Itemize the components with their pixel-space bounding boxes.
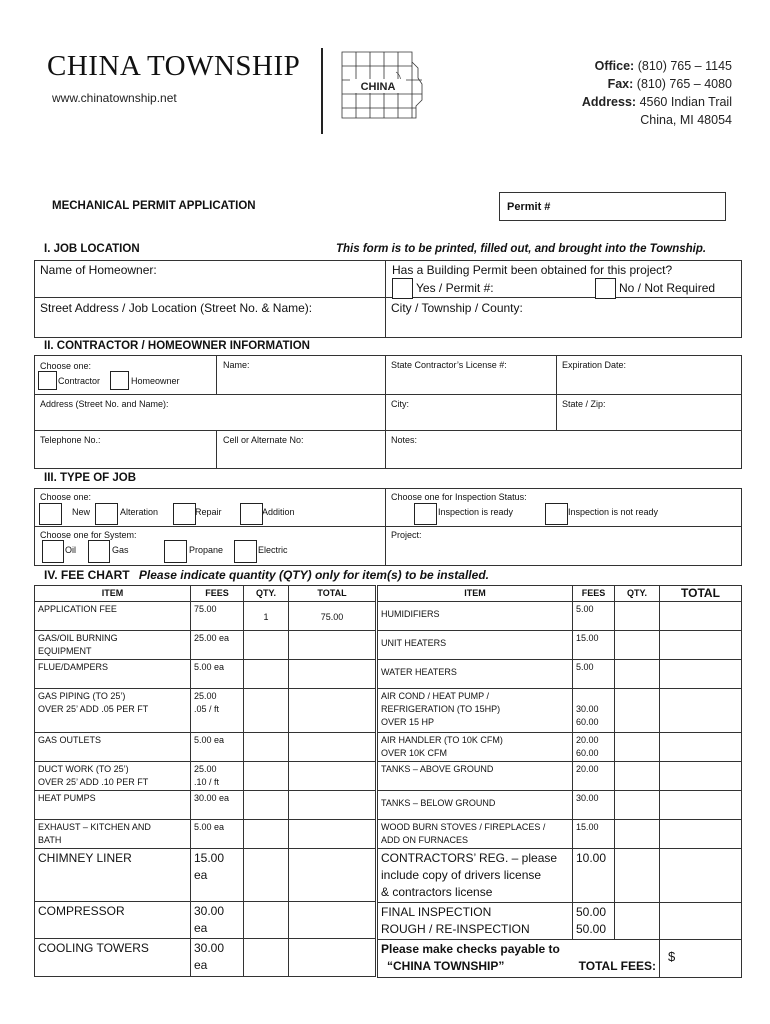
- total-cell[interactable]: [660, 903, 742, 940]
- project-label: Project:: [391, 530, 422, 540]
- right-col-fees: FEES: [573, 586, 615, 602]
- notes-label: Notes:: [391, 435, 418, 445]
- currency-symbol: $: [668, 949, 676, 964]
- fee-item: AIR COND / HEAT PUMP / REFRIGERATION (TO 15HP) OVER 15 HP: [378, 689, 573, 733]
- total-cell[interactable]: [289, 820, 376, 849]
- fee-item: HUMIDIFIERS: [378, 602, 573, 631]
- total-cell[interactable]: [289, 762, 376, 791]
- state-zip-label: State / Zip:: [562, 399, 606, 409]
- fee-item: UNIT HEATERS: [378, 631, 573, 660]
- homeowner-option-label: Homeowner: [131, 376, 180, 386]
- section-contractor: II. CONTRACTOR / HOMEOWNER INFORMATION: [44, 340, 310, 352]
- inspection-not-ready-label: Inspection is not ready: [568, 507, 659, 517]
- map-label: CHINA: [360, 81, 396, 93]
- total-cell[interactable]: [660, 631, 742, 660]
- electric-label: Electric: [258, 545, 288, 555]
- fee-item: CHIMNEY LINER: [35, 849, 191, 902]
- township-map-logo: [336, 48, 428, 122]
- permit-number-field[interactable]: [499, 192, 726, 221]
- fee-amount: 30.00: [573, 791, 615, 820]
- state-zip-field[interactable]: [557, 395, 741, 430]
- fee-amount: 50.00 50.00: [573, 903, 615, 940]
- inspection-ready-label: Inspection is ready: [438, 507, 514, 517]
- fee-item: WATER HEATERS: [378, 660, 573, 689]
- contractor-checkbox[interactable]: [38, 371, 57, 390]
- total-cell[interactable]: [660, 660, 742, 689]
- fee-item: GAS/OIL BURNING EQUIPMENT: [35, 631, 191, 660]
- qty-cell[interactable]: [244, 791, 289, 820]
- total-cell[interactable]: [289, 689, 376, 733]
- addition-checkbox[interactable]: [240, 503, 263, 525]
- total-cell[interactable]: [660, 689, 742, 733]
- total-cell[interactable]: 75.00: [289, 602, 376, 631]
- project-field[interactable]: [386, 527, 741, 565]
- section-job-location: I. JOB LOCATION: [44, 243, 140, 255]
- qty-cell[interactable]: [244, 631, 289, 660]
- electric-checkbox[interactable]: [234, 540, 257, 563]
- fee-amount: 75.00: [191, 602, 244, 631]
- table-row: [378, 820, 742, 849]
- license-label: State Contractor’s License #:: [391, 360, 507, 370]
- office-phone: (810) 765 – 1145: [637, 59, 732, 73]
- fee-table-right: [377, 585, 742, 978]
- repair-label: Repair: [195, 507, 222, 517]
- total-cell[interactable]: [289, 939, 376, 977]
- qty-cell[interactable]: [615, 660, 660, 689]
- fee-item: GAS PIPING (TO 25’) OVER 25’ ADD .05 PER FT: [35, 689, 191, 733]
- fax-number: (810) 765 – 4080: [636, 77, 732, 91]
- fee-chart-instruction: Please indicate quantity (QTY) only for item(s) to be installed.: [138, 568, 489, 582]
- homeowner-name-field[interactable]: [35, 261, 384, 297]
- total-fees-label: TOTAL FEES:: [578, 959, 656, 973]
- job-choose-label: Choose one:: [40, 492, 92, 502]
- total-cell[interactable]: [289, 631, 376, 660]
- right-col-item: ITEM: [378, 586, 573, 602]
- qty-cell[interactable]: [615, 689, 660, 733]
- qty-cell[interactable]: [244, 820, 289, 849]
- homeowner-label: Name of Homeowner:: [40, 263, 157, 277]
- left-col-fees: FEES: [191, 586, 244, 602]
- fee-item: CONTRACTORS’ REG. – please include copy of drivers license & contractors license: [378, 849, 573, 903]
- qty-cell[interactable]: [244, 733, 289, 762]
- table-row: [35, 689, 376, 733]
- total-cell[interactable]: [289, 791, 376, 820]
- city-township-field[interactable]: [386, 298, 741, 337]
- table-row: [378, 602, 742, 631]
- table-row: [35, 762, 376, 791]
- qty-cell[interactable]: [615, 631, 660, 660]
- cell-label: Cell or Alternate No:: [223, 435, 304, 445]
- form-instruction: This form is to be printed, filled out, and brought into the Township.: [336, 243, 707, 255]
- qty-cell[interactable]: [615, 733, 660, 762]
- street-address-field[interactable]: [35, 298, 384, 337]
- total-cell[interactable]: [289, 902, 376, 939]
- fee-item: COMPRESSOR: [35, 902, 191, 939]
- total-fees-field[interactable]: [660, 940, 742, 978]
- left-col-item: ITEM: [35, 586, 191, 602]
- total-cell[interactable]: [660, 849, 742, 903]
- fee-amount: 5.00: [573, 660, 615, 689]
- fee-amount: 30.00 ea: [191, 902, 244, 939]
- homeowner-checkbox[interactable]: [110, 371, 129, 390]
- address-street: 4560 Indian Trail: [639, 95, 732, 109]
- table-row: [35, 849, 376, 902]
- fee-item: APPLICATION FEE: [35, 602, 191, 631]
- system-label: Choose one for System:: [40, 530, 137, 540]
- fee-item: WOOD BURN STOVES / FIREPLACES / ADD ON FURNACES: [378, 820, 573, 849]
- form-title: MECHANICAL PERMIT APPLICATION: [52, 200, 256, 212]
- fee-amount: 20.00 60.00: [573, 733, 615, 762]
- qty-cell[interactable]: [244, 849, 289, 902]
- fee-amount: 30.00 ea: [191, 939, 244, 977]
- left-col-total: TOTAL: [289, 586, 376, 602]
- propane-label: Propane: [189, 545, 224, 555]
- fee-item: TANKS – ABOVE GROUND: [378, 762, 573, 791]
- qty-cell[interactable]: [615, 602, 660, 631]
- qty-cell[interactable]: [244, 902, 289, 939]
- telephone-field[interactable]: [35, 431, 215, 468]
- table-row: [35, 631, 376, 660]
- table-row: [378, 631, 742, 660]
- qty-cell[interactable]: [615, 849, 660, 903]
- fee-amount: 20.00: [573, 762, 615, 791]
- fee-amount: 15.00: [573, 631, 615, 660]
- payee-name: “CHINA TOWNSHIP”: [387, 959, 505, 973]
- fee-item: GAS OUTLETS: [35, 733, 191, 762]
- fee-amount: 30.00 60.00: [573, 689, 615, 733]
- total-cell[interactable]: [660, 820, 742, 849]
- table-row: [35, 791, 376, 820]
- contractor-address-label: Address (Street No. and Name):: [40, 399, 169, 409]
- qty-cell[interactable]: [615, 903, 660, 940]
- permit-label: Permit #: [507, 201, 551, 213]
- city-township-label: City / Township / County:: [391, 301, 523, 315]
- total-cell[interactable]: [660, 602, 742, 631]
- contractor-city-field[interactable]: [386, 395, 555, 430]
- right-col-qty: QTY.: [615, 586, 660, 602]
- fee-amount: 25.00 ea: [191, 631, 244, 660]
- gas-label: Gas: [112, 545, 129, 555]
- oil-label: Oil: [65, 545, 76, 555]
- qty-cell[interactable]: [615, 762, 660, 791]
- building-permit-question: Has a Building Permit been obtained for this project?: [392, 263, 673, 277]
- propane-checkbox[interactable]: [164, 540, 187, 563]
- total-cell[interactable]: [289, 660, 376, 689]
- fee-item: FLUE/DAMPERS: [35, 660, 191, 689]
- alteration-checkbox[interactable]: [95, 503, 118, 525]
- table-row: [378, 791, 742, 820]
- contractor-name-field[interactable]: [217, 356, 384, 394]
- table-row: [35, 939, 376, 977]
- building-permit-yes-checkbox[interactable]: [392, 278, 413, 299]
- qty-cell[interactable]: [615, 791, 660, 820]
- fee-chart-heading-row: [44, 568, 489, 582]
- qty-cell[interactable]: [244, 660, 289, 689]
- alteration-label: Alteration: [120, 507, 159, 517]
- total-cell[interactable]: [660, 762, 742, 791]
- total-cell[interactable]: [660, 791, 742, 820]
- inspection-status-label: Choose one for Inspection Status:: [391, 492, 527, 502]
- telephone-label: Telephone No.:: [40, 435, 101, 445]
- table-row: [378, 762, 742, 791]
- name-label: Name:: [223, 360, 250, 370]
- total-cell[interactable]: [660, 733, 742, 762]
- inspection-ready-checkbox[interactable]: [414, 503, 437, 525]
- office-label: Office:: [594, 59, 635, 73]
- address-city: China, MI 48054: [640, 113, 732, 127]
- table-row: [378, 660, 742, 689]
- fax-label: Fax:: [607, 77, 634, 91]
- website: www.chinatownship.net: [52, 91, 177, 105]
- fee-table-left: [34, 585, 376, 977]
- table-row: [35, 902, 376, 939]
- payment-note: [378, 940, 660, 978]
- street-address-label: Street Address / Job Location (Street No. & Name):: [40, 301, 313, 315]
- section-type-of-job: III. TYPE OF JOB: [44, 472, 137, 484]
- building-permit-no-checkbox[interactable]: [595, 278, 616, 299]
- qty-cell[interactable]: 1: [244, 602, 289, 631]
- qty-cell[interactable]: [244, 689, 289, 733]
- fee-amount: 5.00 ea: [191, 733, 244, 762]
- contractor-city-label: City:: [391, 399, 409, 409]
- left-col-qty: QTY.: [244, 586, 289, 602]
- oil-checkbox[interactable]: [42, 540, 64, 563]
- qty-cell[interactable]: [244, 939, 289, 977]
- fee-amount: 5.00: [573, 602, 615, 631]
- table-row: [378, 903, 742, 940]
- notes-field[interactable]: [386, 431, 741, 468]
- fee-item: FINAL INSPECTION ROUGH / RE-INSPECTION: [378, 903, 573, 940]
- org-name: CHINA TOWNSHIP: [47, 50, 301, 82]
- fee-item: AIR HANDLER (TO 10K CFM) OVER 10K CFM: [378, 733, 573, 762]
- fee-amount: 25.00 .10 / ft: [191, 762, 244, 791]
- total-fees-row: [378, 940, 742, 978]
- table-row: [378, 733, 742, 762]
- fee-amount: 30.00 ea: [191, 791, 244, 820]
- fee-item: COOLING TOWERS: [35, 939, 191, 977]
- no-permit-label: No / Not Required: [619, 281, 716, 295]
- total-cell[interactable]: [289, 849, 376, 902]
- fee-amount: 15.00: [573, 820, 615, 849]
- qty-cell[interactable]: [615, 820, 660, 849]
- fee-amount: 25.00 .05 / ft: [191, 689, 244, 733]
- fee-amount: 10.00: [573, 849, 615, 903]
- fee-amount: 5.00 ea: [191, 660, 244, 689]
- table-row: [35, 660, 376, 689]
- repair-checkbox[interactable]: [173, 503, 196, 525]
- qty-cell[interactable]: [244, 762, 289, 791]
- cell-field[interactable]: [217, 431, 384, 468]
- right-col-total: TOTAL: [660, 586, 742, 602]
- expiration-label: Expiration Date:: [562, 360, 627, 370]
- total-cell[interactable]: [289, 733, 376, 762]
- checks-payable-text: Please make checks payable to: [381, 942, 560, 956]
- new-label: New: [72, 507, 91, 517]
- table-row: [35, 602, 376, 631]
- license-field[interactable]: [386, 356, 555, 394]
- address-label: Address:: [581, 95, 637, 109]
- addition-label: Addition: [262, 507, 295, 517]
- section-fee-chart: IV. FEE CHART: [44, 568, 130, 582]
- contact-block: [582, 57, 732, 129]
- new-checkbox[interactable]: [39, 503, 62, 525]
- yes-permit-label: Yes / Permit #:: [416, 281, 494, 295]
- fee-amount: 15.00 ea: [191, 849, 244, 902]
- contractor-choose-label: Choose one:: [40, 361, 92, 371]
- fee-amount: 5.00 ea: [191, 820, 244, 849]
- fee-item: TANKS – BELOW GROUND: [378, 791, 573, 820]
- table-row: [378, 849, 742, 903]
- gas-checkbox[interactable]: [88, 540, 110, 563]
- expiration-field[interactable]: [557, 356, 741, 394]
- fee-item: EXHAUST – KITCHEN AND BATH: [35, 820, 191, 849]
- inspection-not-ready-checkbox[interactable]: [545, 503, 568, 525]
- fee-item: DUCT WORK (TO 25’) OVER 25’ ADD .10 PER FT: [35, 762, 191, 791]
- table-row: [35, 820, 376, 849]
- header-divider: [321, 48, 323, 134]
- contractor-address-field[interactable]: [35, 395, 384, 430]
- table-row: [378, 689, 742, 733]
- table-row: [35, 733, 376, 762]
- fee-item: HEAT PUMPS: [35, 791, 191, 820]
- contractor-option-label: Contractor: [58, 376, 101, 386]
